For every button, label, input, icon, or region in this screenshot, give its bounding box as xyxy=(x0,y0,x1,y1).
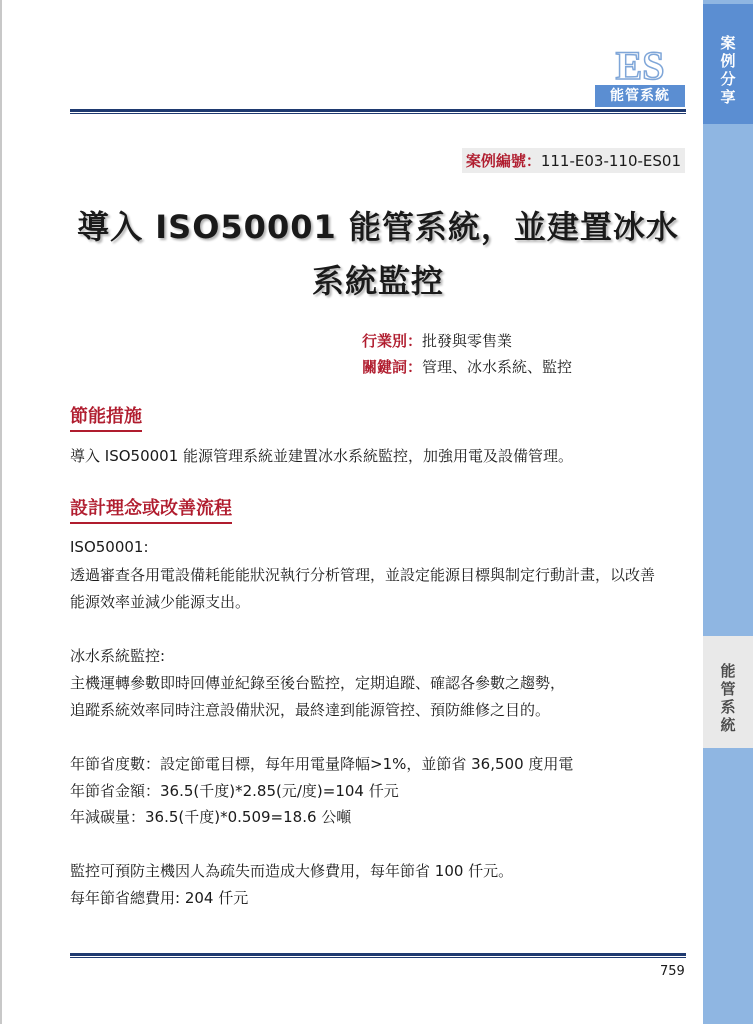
sidebar-tab-char: 統 xyxy=(720,716,736,734)
sidebar-tab-energy-system[interactable] xyxy=(703,636,753,748)
logo-letters-text: ES xyxy=(615,45,665,85)
keywords-label: 關鍵詞： xyxy=(362,358,423,376)
keywords-value: 管理、冰水系統、監控 xyxy=(422,358,573,376)
section-heading-design: 設計理念或改善流程 xyxy=(70,494,232,524)
page-edge xyxy=(0,0,2,1024)
sidebar-tab-case-share[interactable] xyxy=(703,4,753,124)
sidebar-tab-char: 系 xyxy=(720,698,736,716)
section-heading-measures: 節能措施 xyxy=(70,402,142,432)
sidebar-tab-char: 管 xyxy=(720,680,736,698)
total-saving: 每年節省總費用: 204 仟元 xyxy=(70,889,249,907)
es-logo-letters xyxy=(597,45,683,85)
industry xyxy=(362,330,512,351)
maintenance-saving: 監控可預防主機因人為疏失而造成大修費用，每年節省 100 仟元。 xyxy=(70,862,514,880)
chw-line-1: 主機運轉參數即時回傳並紀錄至後台監控，定期追蹤、確認各參數之趨勢， xyxy=(70,674,566,692)
saving-money: 年節省金額：36.5(千度)*2.85(元/度)=104 仟元 xyxy=(70,782,399,800)
page-title xyxy=(60,200,696,308)
sidebar-tab-char: 享 xyxy=(720,88,736,106)
es-logo xyxy=(595,45,685,110)
sidebar-tab-char: 分 xyxy=(720,70,736,88)
chw-line-2: 追蹤系統效率同時注意設備狀況，最終達到能源管控、預防維修之目的。 xyxy=(70,701,551,719)
sidebar-tab-char: 能 xyxy=(720,662,736,680)
industry-value: 批發與零售業 xyxy=(422,332,513,350)
case-number-value: 111-E03-110-ES01 xyxy=(540,152,681,170)
sidebar xyxy=(703,0,753,1024)
sidebar-tab-char: 例 xyxy=(720,52,736,70)
logo-band: 能管系統 xyxy=(595,85,685,107)
page-number: 759 xyxy=(660,964,685,979)
iso-line-2: 能源效率並減少能源支出。 xyxy=(70,593,251,611)
header-rule xyxy=(70,109,686,114)
footer-rule xyxy=(70,953,686,958)
iso-title: ISO50001: xyxy=(70,538,149,556)
title-line-2: 系統監控 xyxy=(311,262,444,300)
sidebar-tab-char: 案 xyxy=(720,34,736,52)
case-number xyxy=(462,148,685,173)
title-line-1: 導入 ISO50001 能管系統，並建置冰水 xyxy=(77,208,679,246)
industry-label: 行業別： xyxy=(362,332,423,350)
saving-carbon: 年減碳量：36.5(千度)*0.509=18.6 公噸 xyxy=(70,808,352,826)
keywords xyxy=(362,356,572,377)
saving-kwh: 年節省度數：設定節電目標，每年用電量降幅>1%，並節省 36,500 度用電 xyxy=(70,755,574,773)
iso-line-1: 透過審查各用電設備耗能能狀況執行分析管理，並設定能源目標與制定行動計畫，以改善 xyxy=(70,566,656,584)
measures-text: 導入 ISO50001 能源管理系統並建置冰水系統監控，加強用電及設備管理。 xyxy=(70,447,574,465)
chw-title: 冰水系統監控: xyxy=(70,647,166,665)
case-number-label: 案例編號： xyxy=(465,152,541,170)
